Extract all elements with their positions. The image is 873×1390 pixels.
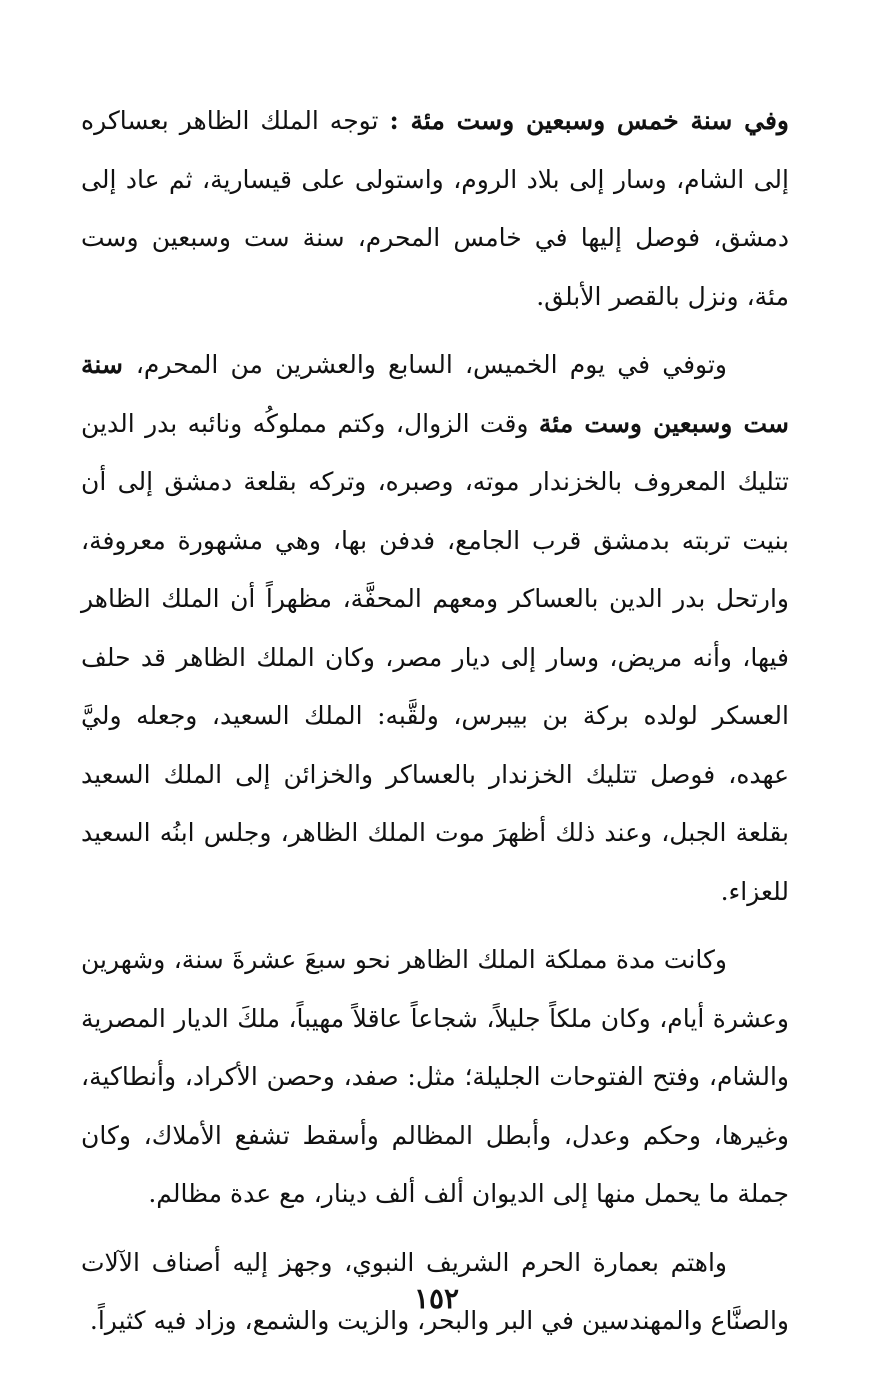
paragraph-2-part2: وقت الزوال، وكتم مملوكُه ونائبه بدر الدين تتليك المعروف بالخزندار موته، وصبره، وتركه بقلعة دمشق إلى أن بنيت تربته بدمشق قرب الجامع، فدفن بها، وهي مشهورة معروفة، وارتحل بدر الدين بالعساكر ومعهم المحفَّة، مظهراً أن الملك الظاهر فيها، وأنه مريض، وسار إلى ديار مصر، وكان الملك الظاهر قد حلف العسكر لولده بركة بن بيبرس، ولقَّبه: الملك السعيد، وجعله وليَّ عهده، فوصل تتليك الخزندار بالعساكر والخزائن إلى الملك السعيد بقلعة الجبل، وعند ذلك أظهرَ موت الملك الظاهر، وجلس ابنُه السعيد للعزاء. [81,408,789,906]
paragraph-1-text: توجه الملك الظاهر بعساكره إلى الشام، وسار إلى بلاد الروم، واستولى على قيسارية، ثم عاد إلى دمشق، فوصل إليها في خامس المحرم، سنة ست وسبعين وست مئة، ونزل بالقصر الأبلق. [81,106,789,311]
paragraph-2-bold-date: سنة ست وسبعين وست مئة [81,350,789,438]
paragraph-1-lead: وفي سنة خمس وسبعين وست مئة : [389,106,789,135]
page-number: ١٥٢ [413,1282,460,1315]
paragraph-3-text: وكانت مدة مملكة الملك الظاهر نحو سبعَ عشرةَ سنة، وشهرين وعشرة أيام، وكان ملكاً جليلاً، شجاعاً عاقلاً مهيباً، ملكَ الديار المصرية والشام، وفتح الفتوحات الجليلة؛ مثل: صفد، وحصن الأكراد، وأنطاكية، وغيرها، وحكم وعدل، وأبطل المظالم وأسقط تشفع الأملاك، وكان جملة ما يحمل منها إلى الديوان ألف ألف دينار، مع عدة مظالم. [81,945,789,1208]
paragraph-2 [81,336,789,921]
paragraph-2-part1: وتوفي في يوم الخميس، السابع والعشرين من المحرم، [135,350,727,379]
page-body [81,92,789,1351]
paragraph-1 [81,92,789,326]
paragraph-3 [81,931,789,1224]
paragraph-4-text: واهتم بعمارة الحرم الشريف النبوي، وجهز إليه أصناف الآلات والصنَّاع والمهندسين في البر والبحر، والزيت والشمع، وزاد فيه كثيراً. [81,1247,789,1335]
